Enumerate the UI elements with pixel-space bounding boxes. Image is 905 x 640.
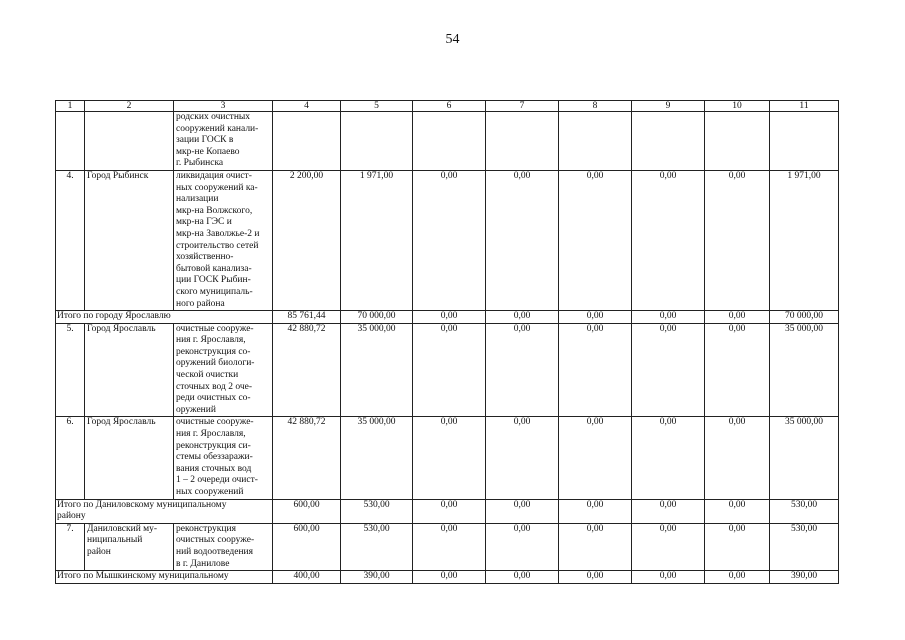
place-cell: Город Ярославль bbox=[85, 323, 174, 417]
total-label: Итого по Даниловскому муниципальному району bbox=[56, 499, 273, 523]
value-cell bbox=[273, 112, 341, 171]
value-cell: 42 880,72 bbox=[273, 323, 341, 417]
value-cell: 0,00 bbox=[486, 499, 559, 523]
column-header: 2 bbox=[85, 101, 174, 112]
column-header: 1 bbox=[56, 101, 85, 112]
value-cell: 0,00 bbox=[705, 571, 770, 584]
total-row bbox=[56, 499, 839, 523]
table-row-continuation bbox=[56, 112, 839, 171]
value-cell: 35 000,00 bbox=[770, 417, 839, 499]
place-cell: Даниловский му- ниципальный район bbox=[85, 523, 174, 570]
column-header: 5 bbox=[341, 101, 413, 112]
value-cell: 0,00 bbox=[632, 571, 705, 584]
value-cell: 70 000,00 bbox=[341, 311, 413, 324]
value-cell bbox=[770, 112, 839, 171]
value-cell: 0,00 bbox=[632, 499, 705, 523]
row-number: 7. bbox=[56, 523, 85, 570]
value-cell: 0,00 bbox=[559, 311, 632, 324]
total-label: Итого по Мышкинскому муниципальному bbox=[56, 571, 273, 584]
value-cell: 0,00 bbox=[559, 170, 632, 310]
row-number: 5. bbox=[56, 323, 85, 417]
value-cell: 400,00 bbox=[273, 571, 341, 584]
value-cell: 1 971,00 bbox=[770, 170, 839, 310]
value-cell: 0,00 bbox=[705, 523, 770, 570]
value-cell bbox=[486, 112, 559, 171]
value-cell: 0,00 bbox=[559, 499, 632, 523]
description-cell: реконструкция очистных сооруже- ний водоотведения в г. Данилове bbox=[174, 523, 273, 570]
value-cell: 530,00 bbox=[341, 523, 413, 570]
value-cell: 0,00 bbox=[632, 417, 705, 499]
table-header-row bbox=[56, 101, 839, 112]
value-cell: 530,00 bbox=[770, 499, 839, 523]
description-cell: ликвидация очист- ных сооружений ка- нализации мкр-на Волжского, мкр-на ГЭС и мкр-на Заволжье-2 и строительство сетей хозяйственно- бытовой канализа- ции ГОСК Рыбин- ского муниципаль- ного района bbox=[174, 170, 273, 310]
value-cell: 600,00 bbox=[273, 499, 341, 523]
value-cell bbox=[341, 112, 413, 171]
value-cell: 35 000,00 bbox=[770, 323, 839, 417]
column-header: 6 bbox=[413, 101, 486, 112]
value-cell bbox=[632, 112, 705, 171]
value-cell: 1 971,00 bbox=[341, 170, 413, 310]
value-cell: 0,00 bbox=[413, 323, 486, 417]
value-cell bbox=[705, 112, 770, 171]
column-header: 10 bbox=[705, 101, 770, 112]
column-header: 4 bbox=[273, 101, 341, 112]
value-cell: 85 761,44 bbox=[273, 311, 341, 324]
value-cell: 0,00 bbox=[413, 499, 486, 523]
value-cell: 0,00 bbox=[705, 170, 770, 310]
value-cell: 2 200,00 bbox=[273, 170, 341, 310]
column-header: 11 bbox=[770, 101, 839, 112]
value-cell: 42 880,72 bbox=[273, 417, 341, 499]
column-header: 3 bbox=[174, 101, 273, 112]
value-cell: 0,00 bbox=[413, 170, 486, 310]
value-cell: 390,00 bbox=[341, 571, 413, 584]
description-cell: очистные сооруже- ния г. Ярославля, реконструкция со- оружений биологи- ческой очистки сточных вод 2 оче- реди очистных со- оружений bbox=[174, 323, 273, 417]
place-cell: Город Рыбинск bbox=[85, 170, 174, 310]
description-cell: родских очистных сооружений канали- зации ГОСК в мкр-не Копаево г. Рыбинска bbox=[174, 112, 273, 171]
value-cell: 0,00 bbox=[486, 417, 559, 499]
description-cell: очистные сооруже- ния г. Ярославля, реконструкция си- стемы обеззаражи- вания сточных вод 1 – 2 очереди очист- ных сооружений bbox=[174, 417, 273, 499]
value-cell: 70 000,00 bbox=[770, 311, 839, 324]
table-row bbox=[56, 523, 839, 570]
value-cell: 0,00 bbox=[705, 311, 770, 324]
value-cell: 0,00 bbox=[413, 523, 486, 570]
value-cell: 35 000,00 bbox=[341, 323, 413, 417]
value-cell: 0,00 bbox=[486, 323, 559, 417]
table-row bbox=[56, 323, 839, 417]
place-cell bbox=[85, 112, 174, 171]
total-row bbox=[56, 311, 839, 324]
value-cell: 0,00 bbox=[559, 523, 632, 570]
row-number: 4. bbox=[56, 170, 85, 310]
total-row bbox=[56, 571, 839, 584]
value-cell: 35 000,00 bbox=[341, 417, 413, 499]
value-cell: 390,00 bbox=[770, 571, 839, 584]
value-cell: 0,00 bbox=[559, 323, 632, 417]
value-cell: 0,00 bbox=[705, 499, 770, 523]
value-cell: 600,00 bbox=[273, 523, 341, 570]
column-header: 8 bbox=[559, 101, 632, 112]
value-cell: 0,00 bbox=[632, 170, 705, 310]
value-cell: 0,00 bbox=[705, 417, 770, 499]
value-cell: 0,00 bbox=[559, 571, 632, 584]
value-cell: 0,00 bbox=[486, 170, 559, 310]
page-number: 54 bbox=[445, 32, 460, 47]
value-cell: 530,00 bbox=[341, 499, 413, 523]
place-cell: Город Ярославль bbox=[85, 417, 174, 499]
value-cell: 0,00 bbox=[632, 523, 705, 570]
column-header: 7 bbox=[486, 101, 559, 112]
value-cell: 0,00 bbox=[559, 417, 632, 499]
row-number: 6. bbox=[56, 417, 85, 499]
value-cell: 530,00 bbox=[770, 523, 839, 570]
value-cell bbox=[559, 112, 632, 171]
value-cell: 0,00 bbox=[413, 417, 486, 499]
table-row bbox=[56, 170, 839, 310]
budget-table bbox=[55, 100, 839, 584]
value-cell: 0,00 bbox=[486, 571, 559, 584]
value-cell: 0,00 bbox=[413, 571, 486, 584]
value-cell: 0,00 bbox=[486, 523, 559, 570]
value-cell bbox=[413, 112, 486, 171]
table-row bbox=[56, 417, 839, 499]
value-cell: 0,00 bbox=[413, 311, 486, 324]
value-cell: 0,00 bbox=[632, 311, 705, 324]
value-cell: 0,00 bbox=[486, 311, 559, 324]
value-cell: 0,00 bbox=[705, 323, 770, 417]
column-header: 9 bbox=[632, 101, 705, 112]
total-label: Итого по городу Ярославлю bbox=[56, 311, 273, 324]
num-cell bbox=[56, 112, 85, 171]
value-cell: 0,00 bbox=[632, 323, 705, 417]
